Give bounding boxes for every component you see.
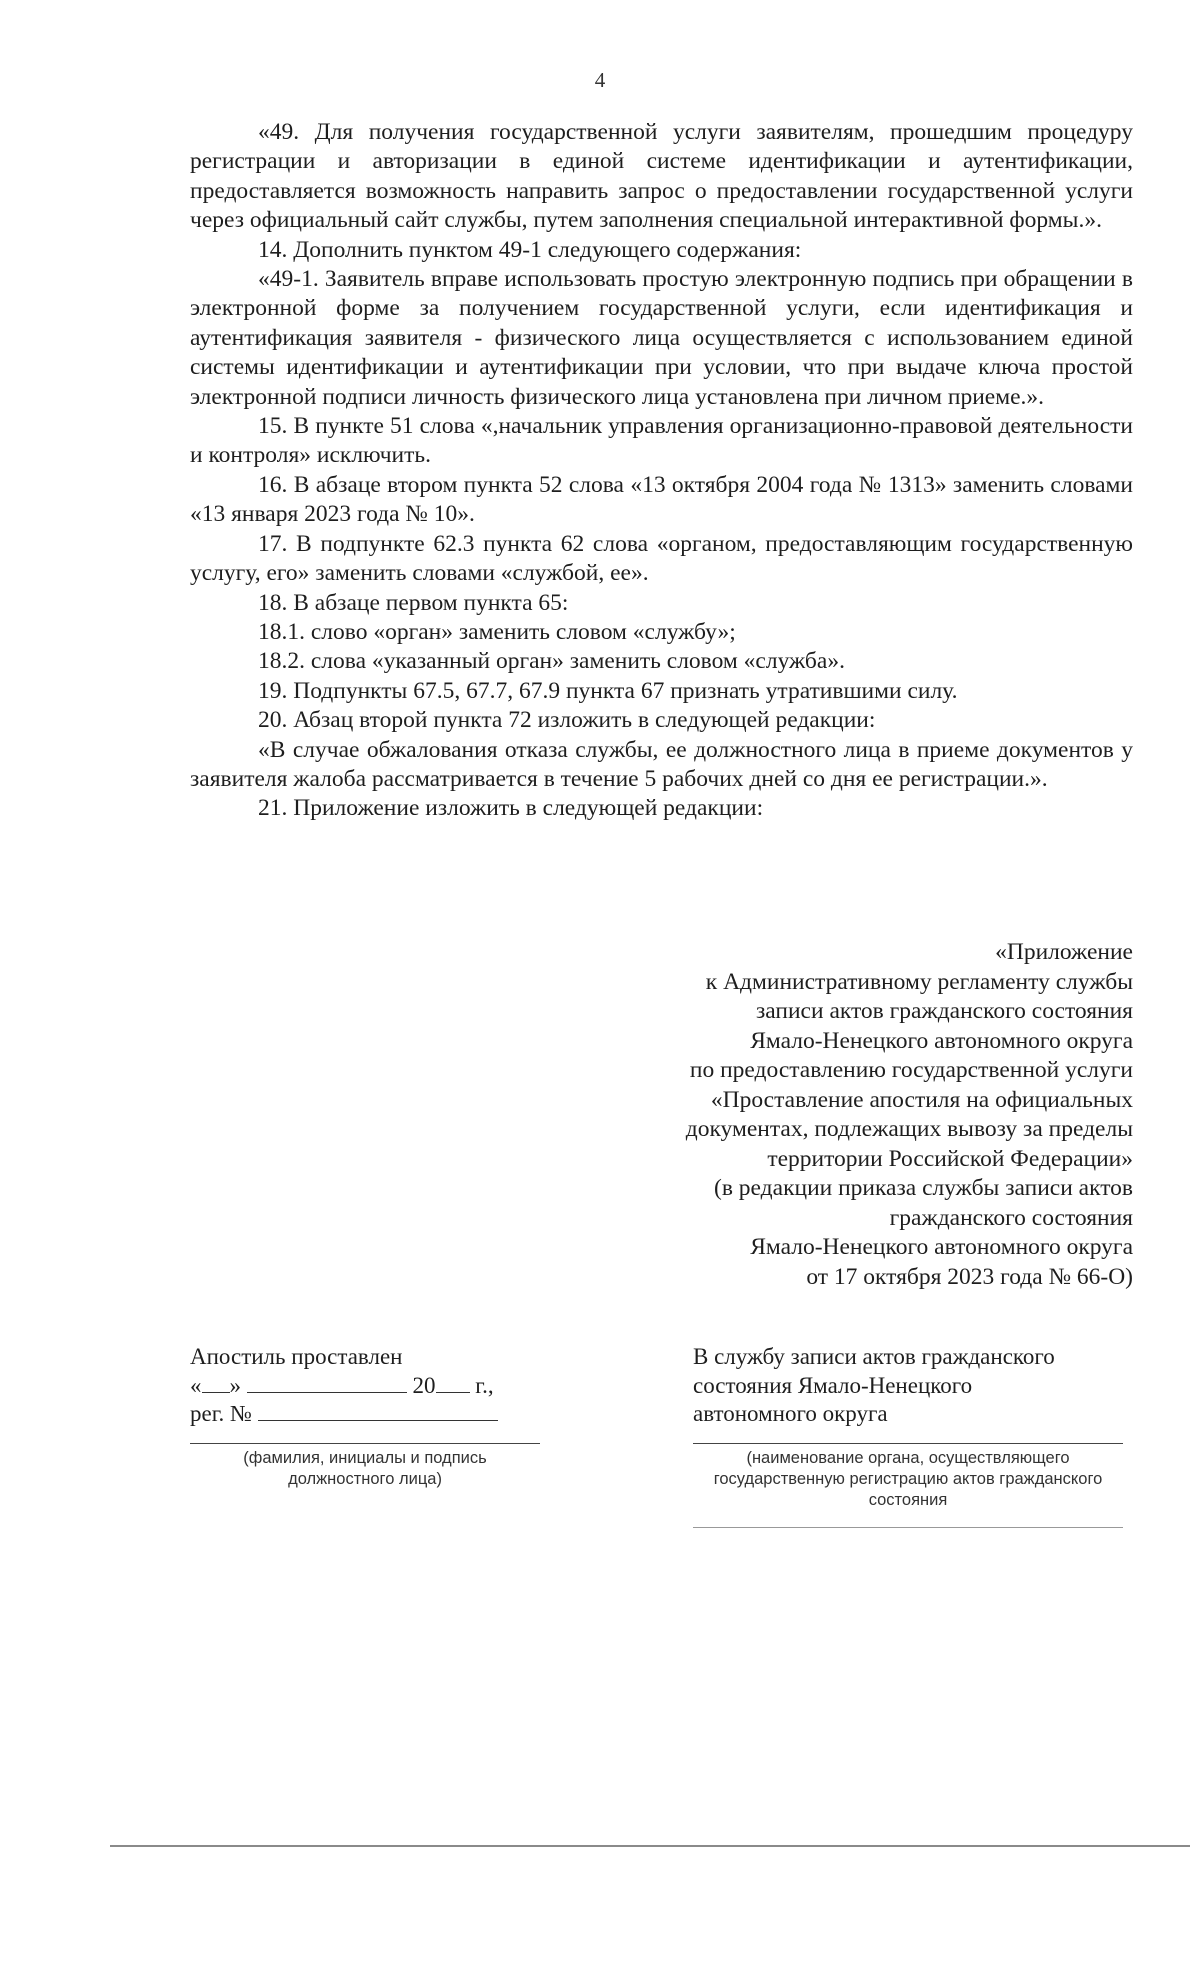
paragraph-16: 16. В абзаце втором пункта 52 слова «13 октября 2004 года № 1313» заменить словами «13 января 2023 года № 10». bbox=[190, 471, 1133, 528]
document-body bbox=[190, 118, 1133, 824]
appendix-line: «Приложение bbox=[995, 939, 1133, 965]
authority-caption: (наименование органа, осуществляющего государственную регистрацию актов гражданского состояния bbox=[713, 1448, 1103, 1509]
appendix-line: Ямало-Ненецкого автономного округа bbox=[750, 1234, 1133, 1260]
appendix-line: гражданского состояния bbox=[889, 1204, 1133, 1231]
year-blank bbox=[436, 1372, 470, 1393]
appendix-line: «Проставление апостиля на официальных bbox=[710, 1086, 1133, 1113]
date-open-quote: « bbox=[190, 1372, 202, 1398]
addressee-line-3: автономного округа bbox=[693, 1401, 888, 1426]
paragraph-18: 18. В абзаце первом пункта 65: bbox=[258, 589, 569, 616]
paragraph-49-1: «49-1. Заявитель вправе использовать простую электронную подпись при обращении в электронной форме за получением государственной услуги, если идентификация и аутентификация заявителя - физического лица осуществляется с использованием единой системы идентификации и аутентификации при условии, что при выдаче ключа простой электронной подписи личность физического лица установлена при личном приеме.». bbox=[190, 266, 1133, 410]
appendix-line: Ямало-Ненецкого автономного округа bbox=[750, 1027, 1133, 1054]
page-bottom-rule bbox=[110, 1845, 1190, 1847]
date-close-quote: » bbox=[229, 1372, 241, 1398]
paragraph-15: 15. В пункте 51 слова «,начальник управления организационно-правовой деятельности и контроля» исключить. bbox=[190, 413, 1133, 469]
addressee-line-1: В службу записи актов гражданского bbox=[693, 1344, 1055, 1369]
apostille-form-left bbox=[190, 1343, 540, 1490]
year-suffix: г., bbox=[475, 1372, 494, 1398]
apostille-date-row bbox=[190, 1372, 540, 1401]
month-blank bbox=[247, 1372, 407, 1393]
appendix-line: к Административному регламенту службы bbox=[705, 968, 1133, 995]
year-prefix: 20 bbox=[412, 1372, 436, 1398]
reg-label: рег. № bbox=[190, 1401, 252, 1426]
appendix-line: от 17 октября 2023 года № 66-О) bbox=[806, 1263, 1133, 1290]
day-blank bbox=[202, 1372, 230, 1393]
reg-number-row bbox=[190, 1400, 540, 1429]
appendix-heading bbox=[686, 938, 1133, 1292]
paragraph-17: 17. В подпункте 62.3 пункта 62 слова «органом, предоставляющим государственную услугу, его» заменить словами «службой, ее». bbox=[190, 530, 1133, 587]
paragraph-18-1: 18.1. слово «орган» заменить словом «службу»; bbox=[258, 618, 736, 645]
appendix-line: записи актов гражданского состояния bbox=[756, 998, 1133, 1024]
paragraph-18-2: 18.2. слова «указанный орган» заменить словом «служба». bbox=[258, 648, 845, 675]
appendix-line: (в редакции приказа службы записи актов bbox=[714, 1175, 1133, 1201]
paragraph-21: 21. Приложение изложить в следующей редакции: bbox=[258, 795, 764, 822]
authority-line-2 bbox=[693, 1527, 1123, 1528]
addressee-line-2: состояния Ямало-Ненецкого bbox=[693, 1372, 973, 1398]
paragraph-20-quote: «В случае обжалования отказа службы, ее должностного лица в приеме документов у заявителя жалоба рассматривается в течение 5 рабочих дней со дня ее регистрации.». bbox=[190, 736, 1133, 792]
paragraph-19: 19. Подпункты 67.5, 67.7, 67.9 пункта 67 признать утратившими силу. bbox=[258, 677, 958, 704]
apostille-title: Апостиль проставлен bbox=[190, 1344, 403, 1369]
appendix-line: территории Российской Федерации» bbox=[767, 1145, 1133, 1172]
paragraph-20: 20. Абзац второй пункта 72 изложить в следующей редакции: bbox=[258, 707, 876, 734]
authority-line bbox=[693, 1443, 1123, 1444]
reg-number-blank bbox=[258, 1400, 498, 1421]
paragraph-49: «49. Для получения государственной услуги заявителям, прошедшим процедуру регистрации и авторизации в единой системе идентификации и аутентификации, предоставляется возможность направить запрос о предоставлении государственной услуги через официальный сайт службы, путем заполнения специальной интерактивной формы.». bbox=[190, 119, 1133, 234]
appendix-line: по предоставлению государственной услуги bbox=[689, 1057, 1133, 1083]
signature-caption: (фамилия, инициалы и подпись должностного лица) bbox=[243, 1448, 487, 1488]
apostille-form-right bbox=[693, 1343, 1143, 1528]
paragraph-14: 14. Дополнить пунктом 49-1 следующего содержания: bbox=[258, 236, 802, 263]
signature-line bbox=[190, 1443, 540, 1444]
appendix-line: документах, подлежащих вывозу за пределы bbox=[685, 1116, 1133, 1142]
page-number: 4 bbox=[594, 68, 606, 92]
